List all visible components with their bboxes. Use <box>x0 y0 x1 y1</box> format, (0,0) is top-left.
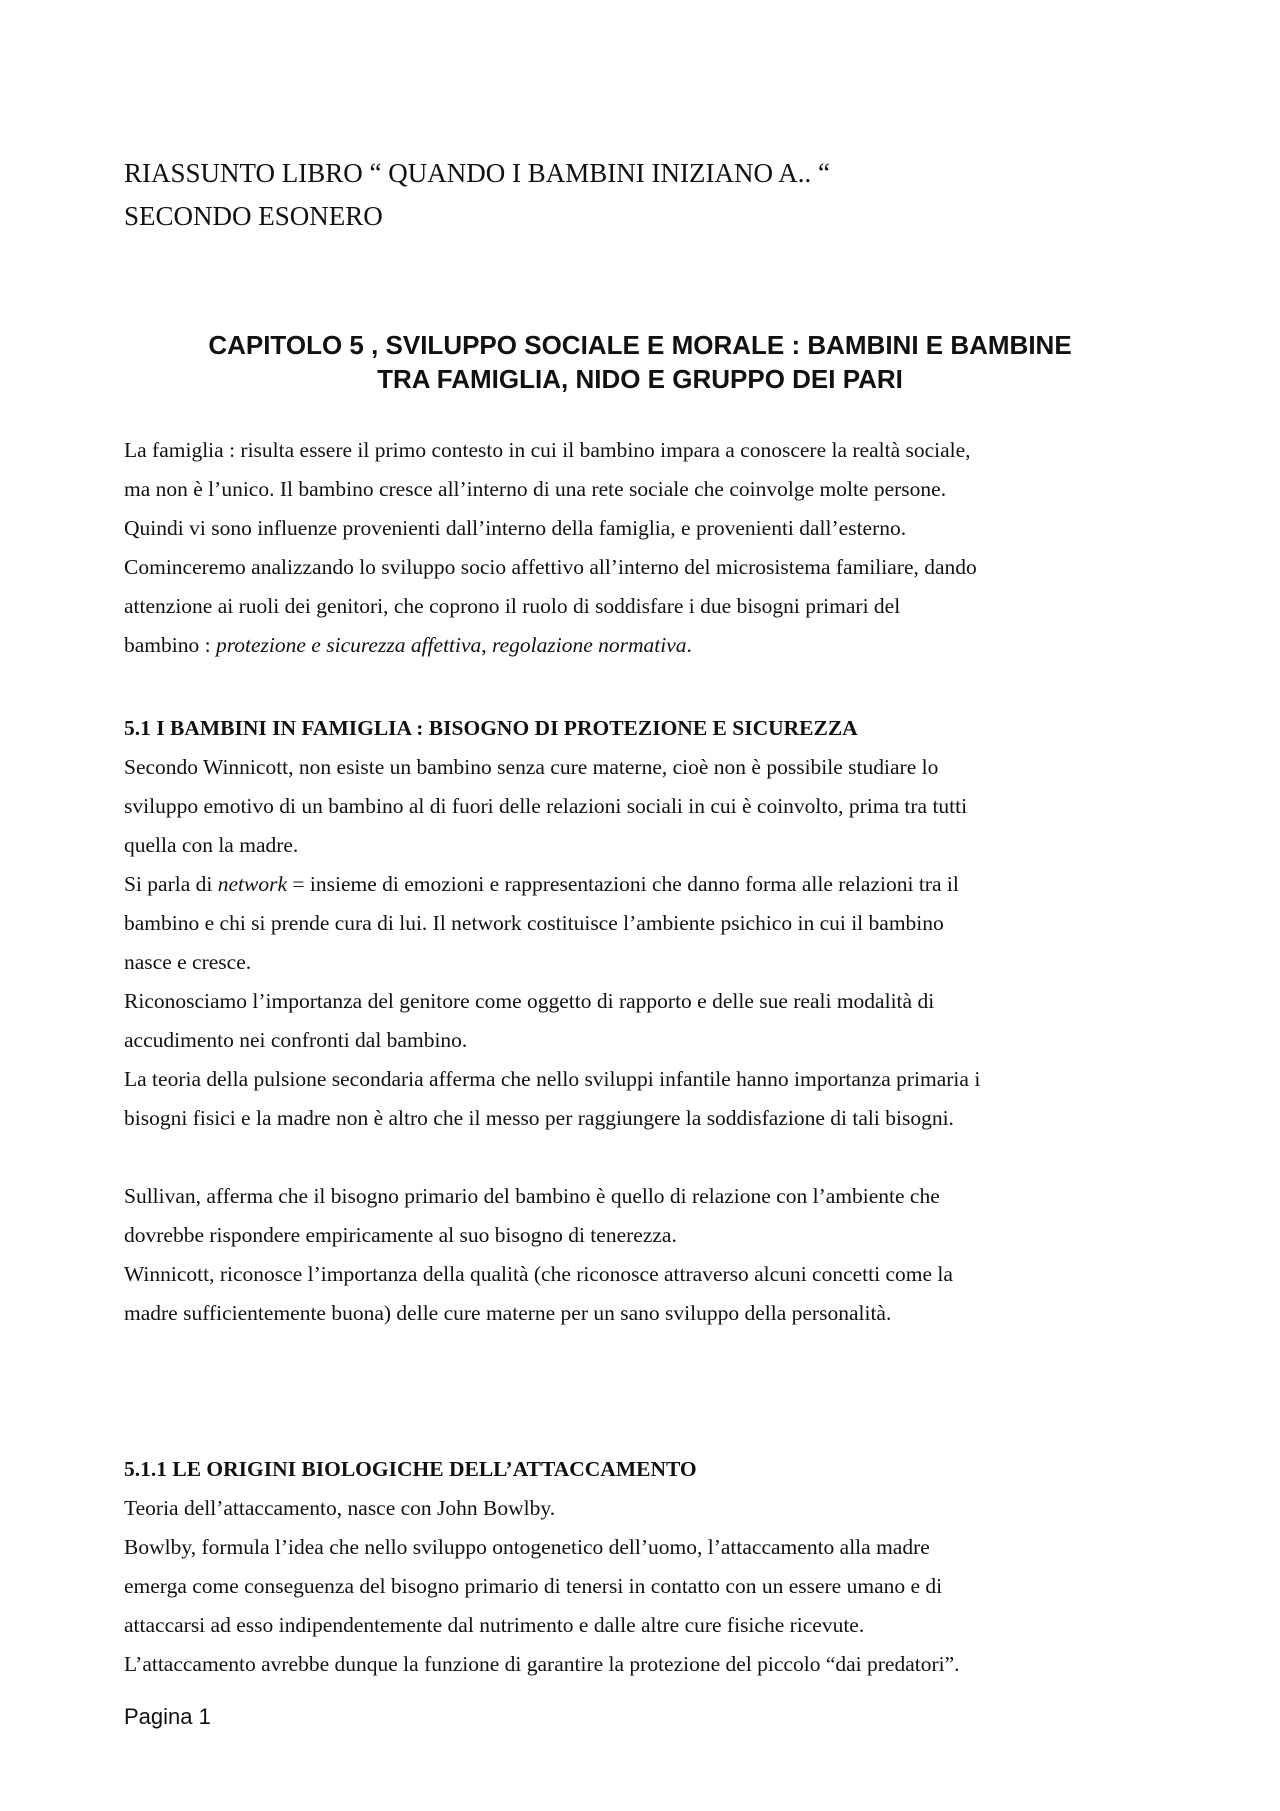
intro-line: Cominceremo analizzando lo sviluppo socio affettivo all’interno del microsistema familiare, dando <box>124 555 977 579</box>
intro-line: attenzione ai ruoli dei genitori, che coprono il ruolo di soddisfare i due bisogni primari del <box>124 594 901 618</box>
page-number: Pagina 1 <box>124 1704 211 1729</box>
italic-term: protezione e sicurezza affettiva <box>215 633 482 657</box>
section-heading-5-1-1: 5.1.1 LE ORIGINI BIOLOGICHE DELL’ATTACCAMENTO <box>124 1457 697 1481</box>
paragraph-line: L’attaccamento avrebbe dunque la funzione di garantire la protezione del piccolo “dai predatori”. <box>124 1652 960 1676</box>
chapter-title-line-1: CAPITOLO 5 , SVILUPPO SOCIALE E MORALE : BAMBINI E BAMBINE <box>208 330 1072 360</box>
paragraph-line: Riconosciamo l’importanza del genitore come oggetto di rapporto e delle sue reali modalità di <box>124 989 935 1013</box>
paragraph-line: emerga come conseguenza del bisogno primario di tenersi in contatto con un essere umano e di <box>124 1574 943 1598</box>
paragraph-line: Secondo Winnicott, non esiste un bambino senza cure materne, cioè non è possibile studiare lo <box>124 755 939 779</box>
paragraph-line: Winnicott, riconosce l’importanza della qualità (che riconosce attraverso alcuni concetti come la <box>124 1262 953 1286</box>
italic-term: network <box>217 872 288 896</box>
paragraph-text: = insieme di emozioni e rappresentazioni che danno forma alle relazioni tra il <box>287 872 959 896</box>
document-subtitle: SECONDO ESONERO <box>124 201 383 231</box>
intro-text: , <box>481 633 493 657</box>
document-title: RIASSUNTO LIBRO “ QUANDO I BAMBINI INIZIANO A.. “ <box>124 158 830 188</box>
intro-line: La famiglia : risulta essere il primo contesto in cui il bambino impara a conoscere la realtà sociale, <box>124 438 971 462</box>
paragraph-line: dovrebbe rispondere empiricamente al suo bisogno di tenerezza. <box>124 1223 677 1247</box>
paragraph-line: sviluppo emotivo di un bambino al di fuori delle relazioni sociali in cui è coinvolto, prima tra tutti <box>124 794 968 818</box>
paragraph-line: Bowlby, formula l’idea che nello sviluppo ontogenetico dell’uomo, l’attaccamento alla madre <box>124 1535 930 1559</box>
paragraph-line: nasce e cresce. <box>124 950 252 974</box>
chapter-title <box>124 328 1156 396</box>
paragraph-line: La teoria della pulsione secondaria afferma che nello sviluppi infantile hanno importanza primaria i <box>124 1067 981 1091</box>
chapter-title-line-2: TRA FAMIGLIA, NIDO E GRUPPO DEI PARI <box>377 364 903 394</box>
paragraph-line: bambino e chi si prende cura di lui. Il network costituisce l’ambiente psichico in cui il bambino <box>124 911 944 935</box>
paragraph-line: Teoria dell’attaccamento, nasce con John Bowlby. <box>124 1496 556 1520</box>
italic-term: regolazione normativa <box>492 633 687 657</box>
intro-text: . <box>686 633 692 657</box>
intro-line <box>124 631 692 659</box>
intro-line: Quindi vi sono influenze provenienti dall’interno della famiglia, e provenienti dall’esterno. <box>124 516 907 540</box>
paragraph-line: quella con la madre. <box>124 833 299 857</box>
paragraph-line: madre sufficientemente buona) delle cure materne per un sano sviluppo della personalità. <box>124 1301 892 1325</box>
intro-text: bambino : <box>124 633 216 657</box>
intro-line: ma non è l’unico. Il bambino cresce all’interno di una rete sociale che coinvolge molte persone. <box>124 477 947 501</box>
paragraph-line: bisogni fisici e la madre non è altro che il messo per raggiungere la soddisfazione di tali bisogni. <box>124 1106 954 1130</box>
paragraph-line <box>124 870 959 898</box>
paragraph-text: Si parla di <box>124 872 218 896</box>
paragraph-line: accudimento nei confronti dal bambino. <box>124 1028 468 1052</box>
section-heading-5-1: 5.1 I BAMBINI IN FAMIGLIA : BISOGNO DI PROTEZIONE E SICUREZZA <box>124 716 858 740</box>
paragraph-line: attaccarsi ad esso indipendentemente dal nutrimento e dalle altre cure fisiche ricevute. <box>124 1613 865 1637</box>
paragraph-line: Sullivan, afferma che il bisogno primario del bambino è quello di relazione con l’ambiente che <box>124 1184 940 1208</box>
